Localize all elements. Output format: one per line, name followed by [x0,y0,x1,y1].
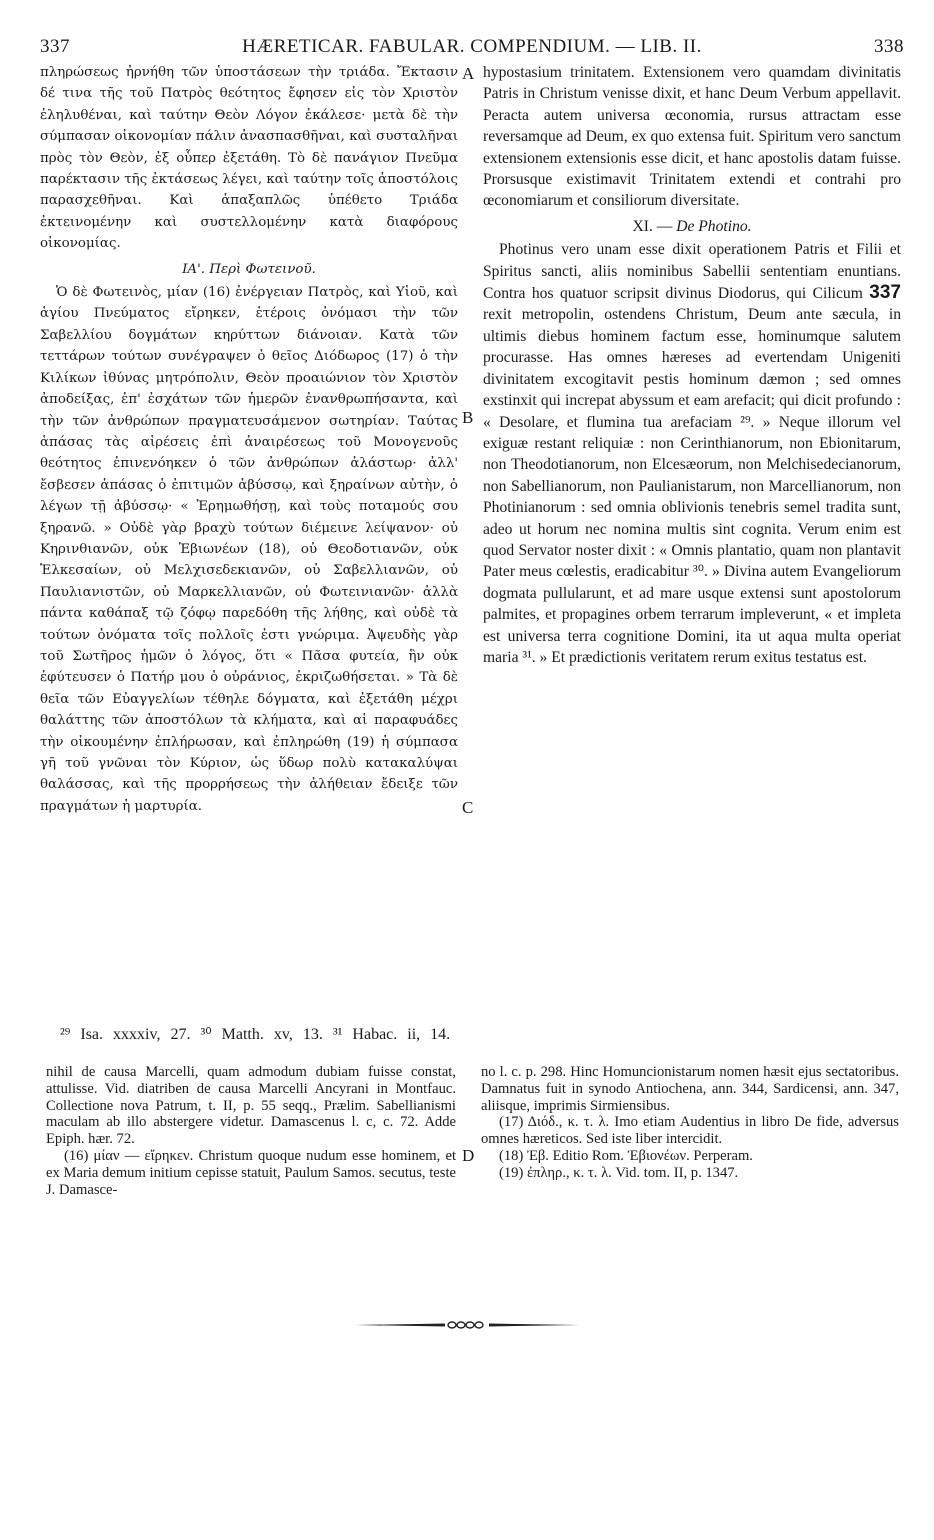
footnote-16: (16) μίαν — εἴρηκεν. Christum quoque nudum esse hominem, et ex Maria demum initium cepisse statuit, Paulum Samos. secutus, teste J. Damasce- [46,1147,456,1198]
margin-letter-a: A [462,64,475,83]
footnote-18: (18) Ἐβ. Editio Rom. Ἐβιονέων. Perperam. [499,1147,753,1164]
running-header [40,36,904,60]
footnote-continued: nihil de causa Marcelli, quam admodum dubiam fuisse constat, attulisse. Vid. diatriben de causa Marcelli Ancyrani in Montfauc. Collectione nova Patrum, t. II, p. 55 seqq., Prælim. Sabellianismi maculam ab illo abstergere videtur. Damascenus l. c, c. 72. Adde Epiph. hær. 72. [46,1064,456,1148]
latin-paragraph-2b: rexit metropolin, ostendens Christum, Deum ante sæcula, in ultimis diebus hominem factum esse, hominumque salutem procurasse. Has omnes hæreses ad evertendam Unigeniti divinitatem excogitavit pestis hominum dæmon ; sed omnes exstinxit qui increpat abyssum et eam arefacit; qui dicit profundo : « Desolare, et flumina tua arefaciam ²⁹. » Neque illorum vel exiguæ restant reliquiæ : non Cerinthianorum, non Ebionitarum, non Theodotianorum, non Elcesæorum, non Melchisedecianorum, non Sabellianorum, non Paulianistarum, non Marcellianorum, non Photinianorum : sed omnia oblivionis tenebris semel tradita sunt, adeo ut horum nec nomina multis sint cognita. Verum enim est quod Servator noster dixit : « Omnis plantatio, quam non plantavit Pater meus cœlestis, eradicabitur ³⁰. » Divina autem Evangeliorum dogmata pullularunt, et ad mare usque extensi sunt apostolorum palmites, et propagines orbem terrarum impleverunt, « et impleta est universa terra cognitione Domini, ita ut aqua multa operiat maria ³¹. » Et prædictionis veritatem rerum exitus testatus est. [483,306,901,666]
greek-paragraph-2: Ὁ δὲ Φωτεινὸς, μίαν (16) ἐνέργειαν Πατρὸς, καὶ Υἱοῦ, καὶ ἁγίου Πνεύματος εἴρηκεν, ἑτέροις ὀνόμασι τὴν τῶν Σαβελλίου δογμάτων κηρύττων διάνοιαν. Κατὰ τῶν τεττάρων τούτων συνέγραψεν ὁ θεῖος Διόδωρος (17) ὁ τὴν Κιλίκων ἰθύνας μητρόπολιν, Θεὸν προαιώνιον τὸν Χριστὸν ἀποδείξας, ἐπ' ἐσχάτων τῶν ἡμερῶν ἐνανθρωπήσαντα, καὶ τὴν τῶν ἀνθρώπων πραγματευσάμενον σωτηρίαν. Ταύτας ἁπάσας τὰς αἱρέσεις ἐπὶ ἀναιρέσεως τοῦ Μονογενοῦς θεότητος ἐπινενόηκεν ὁ τῶν ἀνθρώπων ἀλάστωρ· ἀλλ' ἔσβεσεν ἁπάσας ὁ ἐπιτιμῶν ἀβύσσῳ, καὶ ξηραίνων αὐτὴν, ὁ λέγων τῇ ἀβύσσῳ· « Ἐρημωθήσῃ, καὶ τοὺς ποταμούς σου ξηρανῶ. » Οὐδὲ γὰρ βραχὺ τούτων διέμεινε λείψανον· οὐ Κηρινθιανῶν, οὐκ Ἐβιωνέων (18), οὐ Θεοδοτιανῶν, οὐκ Ἐλκεσαίων, οὐ Μελχισεδεκιανῶν, οὐ Σαβελλιανῶν, οὐ Παυλιανιστῶν, οὐ Μαρκελλιανῶν, οὐ Φωτεινιανῶν· ἀλλὰ πάντα καθάπαξ τῷ ζόφῳ παρεδόθη τῆς λήθης, καὶ οὐδὲ τὰ τούτων ὀνόματα τοῖς πολλοῖς ἐστι γνώριμα. Ἀψευδὴς γὰρ τοῦ Σωτῆρος ἡμῶν ὁ λόγος, ὅτι « Πᾶσα φυτεία, ἣν οὐκ ἐφύτευσεν ὁ Πατήρ μου ὁ οὐράνιος, ἐκριζωθήσεται. » Τὰ δὲ θεῖα τῶν Εὐαγγελίων τέθηλε δόγματα, καὶ ἐξετάθη μέχρι θαλάττης τῶν ἀποστόλων τὰ κλήματα, καὶ αἱ παραφυάδες τὴν οἰκουμένην ἐπλήρωσαν, καὶ ἐπληρώθη (19) ἡ σύμπασα γῆ τοῦ γνῶναι τὸν Κύριον, ὡς ὕδωρ πολὺ κατακαλύψαι θαλάσσας, καὶ τῆς προρρήσεως τὴν ἀλήθειαν ἔδειξε τῶν πραγμάτων ἡ μαρτυρία. [40,285,458,814]
margin-letter-d: D [462,1146,475,1165]
scripture-references: ²⁹ Isa. xxxxiv, 27. ³⁰ Matth. xv, 13. ³¹ Habac. ii, 14. [60,1026,451,1043]
running-title: HÆRETICAR. FABULAR. COMPENDIUM. — LIB. II. [242,36,702,57]
footnotes-left [46,1064,456,1198]
latin-paragraph-2 [483,239,901,668]
ornament-divider [355,1318,579,1332]
footnote-19: (19) ἐπληρ., κ. τ. λ. Vid. tom. II, p. 1347. [499,1164,739,1181]
footnote-continued-right: no l. c. p. 298. Hinc Homuncionistarum nomen hæsit ejus sectatoribus. Damnatus fuit in synodo Antiochena, ann. 344, Sardicensi, ann. 347, aliisque, imprimis Sirmiensibus. [481,1064,899,1114]
column-number-marker: 337 [869,282,901,304]
footnotes-right [481,1064,899,1182]
margin-letter-b: B [462,408,474,427]
latin-paragraph-1: hypostasium trinitatem. Extensionem vero quamdam divinitatis Patris in Christum venisse dixit, et hanc Deum Verbum appellavit. Peracta autem universa œconomia, rursus attractam esse reversamque ad Deum, ex quo extensa fuit. Spiritum vero sanctum extensionem extensionis esse dicit, et hanc apostolis datam fuisse. Prorsusque existimavit Trinitatem extendi et contrahi pro œconomiarum et consiliorum diversitate. [483,64,901,210]
latin-heading-number: XI. — [632,217,673,235]
page-number-right: 338 [874,36,904,57]
latin-paragraph-2a: Photinus vero unam esse dixit operationem Patris et Filii et Spiritus sancti, aliis nominibus Sabellii sententiam enuntians. Contra hos quatuor scripsit divinus Diodorus, qui Cilicum [483,241,901,303]
latin-column [483,62,901,668]
page-number-left: 337 [40,36,70,57]
latin-section-heading [483,216,901,237]
footnote-17: (17) Διόδ., κ. τ. λ. Imo etiam Audentius in libro De fide, adversus omnes hæreticos. Sed iste liber intercidit. [481,1114,899,1148]
greek-paragraph-1: πληρώσεως ἠρνήθη τῶν ὑποστάσεων τὴν τριάδα. Ἔκτασιν δέ τινα τῆς τοῦ Πατρὸς θεότητος ἔφησεν εἰς τὸν Χριστὸν ἐληλυθέναι, καὶ ταύτην Θεὸν Λόγον ἐκάλεσε· μετὰ δὲ τὴν σύμπασαν οἰκονομίαν πάλιν ἀνασπασθῆναι, καὶ συσταλῆναι πρὸς τὸν Θεὸν, ἐξ οὗπερ ἐξετάθη. Τὸ δὲ πανάγιον Πνεῦμα παρέκτασιν τῆς ἐκτάσεως λέγει, καὶ ταύτην τοῖς ἀποστόλοις παρασχεθῆναι. Καὶ ἁπαξαπλῶς ὑπέθετο Τριάδα ἐκτεινομένην καὶ συστελλομένην κατὰ διαφόρους οἰκονομίας. [40,65,458,252]
greek-section-heading: ΙΑ'. Περὶ Φωτεινοῦ. [182,261,316,277]
latin-heading-name: De Photino. [676,217,752,235]
greek-column [40,62,458,817]
margin-letter-c: C [462,798,474,817]
